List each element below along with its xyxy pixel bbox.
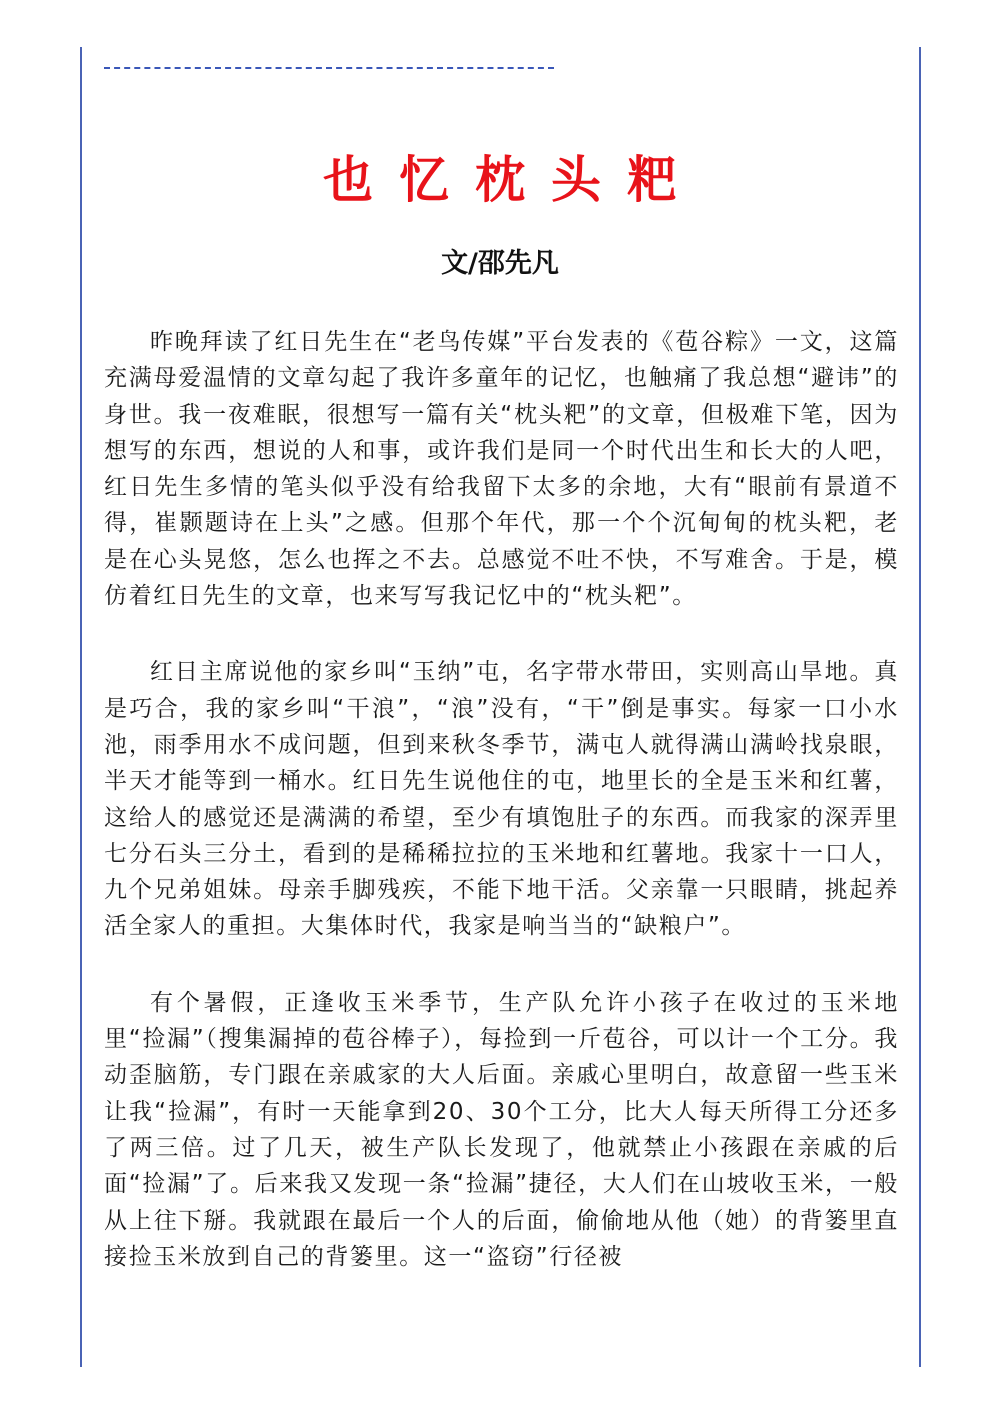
- paragraph: 有个暑假，正逢收玉米季节，生产队允许小孩子在收过的玉米地里“捡漏”（搜集漏掉的苞谷棒子），每捡到一斤苞谷，可以计一个工分。我动歪脑筋，专门跟在亲戚家的大人后面。亲戚心里明白，故意留一些玉米让我“捡漏”，有时一天能拿到20、30个工分，比大人每天所得工分还多了两三倍。过了几天，被生产队长发现了，他就禁止小孩跟在亲戚的后面“捡漏”了。后来我又发现一条“捡漏”捷径，大人们在山坡收玉米，一般从上往下掰。我就跟在最后一个人的后面，偷偷地从他（她）的背篓里直接捡玉米放到自己的背篓里。这一“盗窃”行径被: [104, 989, 899, 1270]
- article-title: 也忆枕头粑: [323, 151, 703, 209]
- article-body: [104, 324, 899, 1315]
- paragraph: 红日主席说他的家乡叫“玉纳”屯，名字带水带田，实则高山旱地。真是巧合，我的家乡叫“干浪”，“浪”没有，“干”倒是事实。每家一口小水池，雨季用水不成问题，但到来秋冬季节，满屯人就得满山满岭找泉眼，半天才能等到一桶水。红日先生说他住的屯，地里长的全是玉米和红薯，这给人的感觉还是满满的希望，至少有填饱肚子的东西。而我家的深弄里七分石头三分土，看到的是稀稀拉拉的玉米地和红薯地。我家十一口人，九个兄弟姐妹。母亲手脚残疾，不能下地干活。父亲靠一只眼睛，挑起养活全家人的重担。大集体时代，我家是响当当的“缺粮户”。: [104, 659, 899, 940]
- header-dashed-line: [104, 67, 554, 69]
- paragraph: 昨晚拜读了红日先生在“老鸟传媒”平台发表的《苞谷粽》一文，这篇充满母爱温情的文章勾起了我许多童年的记忆，也触痛了我总想“避讳”的身世。我一夜难眠，很想写一篇有关“枕头粑”的文章，但极难下笔，因为想写的东西，想说的人和事，或许我们是同一个时代出生和长大的人吧，红日先生多情的笔头似乎没有给我留下太多的余地，大有“眼前有景道不得，崔颢题诗在上头”之感。但那个年代，那一个个沉甸甸的枕头粑，老是在心头晃悠，怎么也挥之不去。总感觉不吐不快，不写难舍。于是，模仿着红日先生的文章，也来写写我记忆中的“枕头粑”。: [104, 329, 899, 610]
- article-author: 文/邵先凡: [441, 248, 559, 279]
